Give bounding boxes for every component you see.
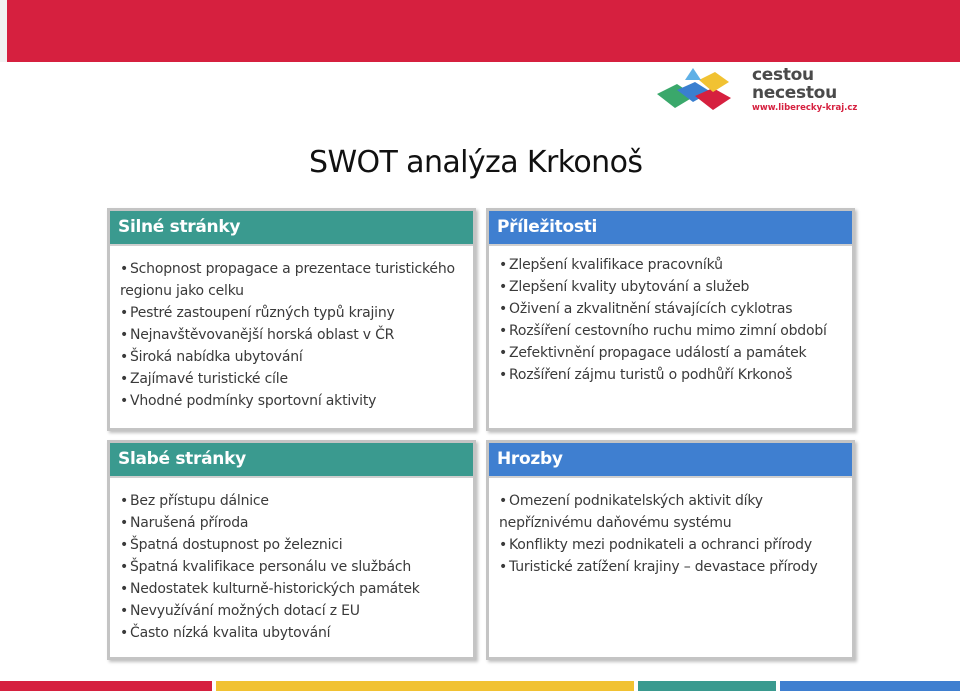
list-item: • Nevyužívání možných dotací z EU bbox=[120, 603, 360, 619]
list-item: • Pestré zastoupení různých typů krajiny bbox=[120, 305, 395, 321]
list-item: • Konflikty mezi podnikateli a ochranci přírody bbox=[499, 537, 812, 553]
list-item: • Špatná kvalifikace personálu ve službách bbox=[120, 559, 412, 575]
logo-wordmark bbox=[752, 66, 857, 114]
strengths-list bbox=[110, 246, 473, 412]
list-item: • Zajímavé turistické cíle bbox=[120, 371, 288, 387]
list-item: • Turistické zatížení krajiny – devastace přírody bbox=[499, 559, 818, 575]
list-item: • Oživení a zkvalitnění stávajících cyklotras bbox=[499, 301, 793, 317]
bottom-strip-teal bbox=[638, 681, 776, 691]
weaknesses-heading: Slabé stránky bbox=[110, 443, 473, 478]
list-item: • Často nízká kvalita ubytování bbox=[120, 625, 331, 641]
threats-heading: Hrozby bbox=[489, 443, 852, 478]
list-item: • Široká nabídka ubytování bbox=[120, 349, 303, 365]
bottom-strip-red bbox=[0, 681, 212, 691]
list-item: • Omezení podnikatelských aktivit díky nepříznivému daňovému systému bbox=[499, 493, 763, 531]
list-item: • Narušená příroda bbox=[120, 515, 249, 531]
list-item: • Bez přístupu dálnice bbox=[120, 493, 269, 509]
list-item: • Zlepšení kvalifikace pracovníků bbox=[499, 257, 723, 273]
page-title: SWOT analýza Krkonoš bbox=[309, 145, 643, 180]
strengths-heading: Silné stránky bbox=[110, 211, 473, 246]
list-item: • Zefektivnění propagace událostí a památek bbox=[499, 345, 807, 361]
logo-url: www.liberecky-kraj.cz bbox=[752, 103, 858, 113]
threats-list bbox=[489, 478, 852, 578]
list-item: • Zlepšení kvality ubytování a služeb bbox=[499, 279, 750, 295]
list-item: • Vhodné podmínky sportovní aktivity bbox=[120, 393, 377, 409]
top-banner-edge bbox=[0, 0, 7, 62]
bottom-strip-blue bbox=[780, 681, 960, 691]
opportunities-heading: Příležitosti bbox=[489, 211, 852, 246]
list-item: • Schopnost propagace a prezentace turistického regionu jako celku bbox=[120, 261, 455, 299]
list-item: • Rozšíření cestovního ruchu mimo zimní období bbox=[499, 323, 827, 339]
bottom-strip-yellow bbox=[216, 681, 634, 691]
opportunities-list bbox=[489, 246, 852, 386]
colored-tiles-logo-icon bbox=[655, 66, 735, 114]
top-banner bbox=[0, 0, 960, 62]
list-item: • Nejnavštěvovanější horská oblast v ČR bbox=[120, 327, 395, 343]
weaknesses-list bbox=[110, 478, 473, 644]
strengths-box bbox=[107, 208, 476, 431]
list-item: • Rozšíření zájmu turistů o podhůří Krkonoš bbox=[499, 367, 793, 383]
weaknesses-box bbox=[107, 440, 476, 660]
list-item: • Špatná dostupnost po železnici bbox=[120, 537, 343, 553]
threats-box bbox=[486, 440, 855, 660]
list-item: • Nedostatek kulturně-historických památek bbox=[120, 581, 420, 597]
logo-line-2: necestou bbox=[752, 83, 837, 103]
opportunities-box bbox=[486, 208, 855, 431]
logo-line-1: cestou bbox=[752, 65, 814, 85]
